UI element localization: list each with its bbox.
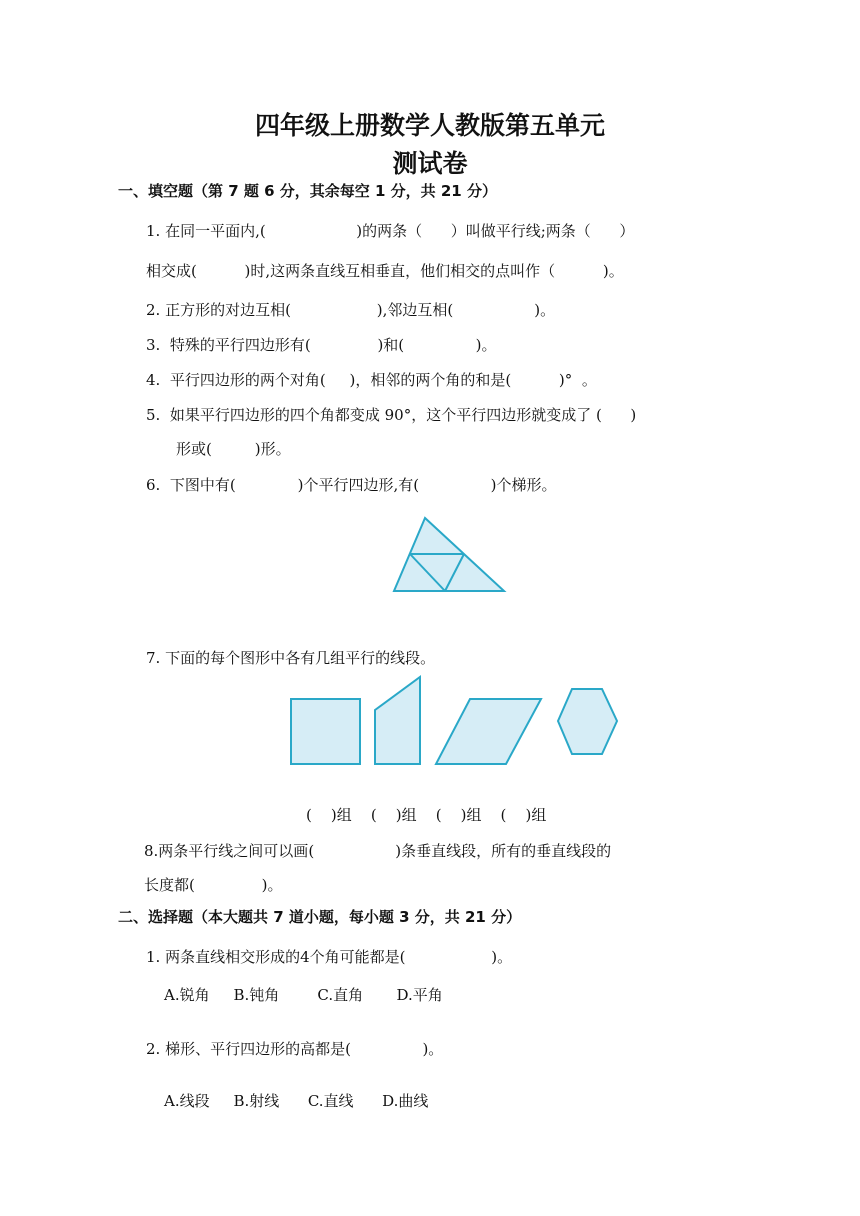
s1-q2: 2. 正方形的对边互相( ),邻边互相( )。 xyxy=(146,301,556,319)
section2-heading: 二、选择题（本大题共 7 道小题，每小题 3 分，共 21 分） xyxy=(118,908,522,926)
right-trapezoid-figure xyxy=(373,675,425,767)
s1-q4: 4. 平行四边形的两个对角( )，相邻的两个角的和是( )° 。 xyxy=(146,371,597,389)
square-figure xyxy=(290,698,362,766)
s2-q1-options: A.锐角 B.钝角 C.直角 D.平角 xyxy=(164,986,443,1004)
s2-q2: 2. 梯形、平行四边形的高都是( )。 xyxy=(146,1040,444,1058)
page-subtitle: 测试卷 xyxy=(392,149,468,178)
s1-q1-line1: 1. 在同一平面内,( )的两条（ ）叫做平行线;两条（ ） xyxy=(146,222,635,240)
page-title: 四年级上册数学人教版第五单元 xyxy=(254,111,605,140)
s1-q3: 3. 特殊的平行四边形有( )和( )。 xyxy=(146,336,497,354)
s1-q1-line2: 相交成( )时,这两条直线互相垂直，他们相交的点叫作（ )。 xyxy=(146,262,624,280)
s1-q7-answers: ( )组 ( )组 ( )组 ( )组 xyxy=(306,806,547,824)
hexagon-figure xyxy=(556,687,620,757)
s1-q8-line2: 长度都( )。 xyxy=(144,876,283,894)
parallelogram-figure xyxy=(434,697,544,767)
s1-q6: 6. 下图中有( )个平行四边形,有( )个梯形。 xyxy=(146,476,557,494)
s1-q5-line1: 5. 如果平行四边形的四个角都变成 90°，这个平行四边形就变成了 ( ) xyxy=(146,406,637,424)
s2-q2-options: A.线段 B.射线 C.直线 D.曲线 xyxy=(164,1092,429,1110)
triangle-figure xyxy=(392,516,508,596)
s1-q7: 7. 下面的每个图形中各有几组平行的线段。 xyxy=(146,649,436,667)
s1-q5-line2: 形或( )形。 xyxy=(176,440,291,458)
section1-heading: 一、填空题（第 7 题 6 分，其余每空 1 分，共 21 分） xyxy=(118,182,497,200)
s1-q8-line1: 8.两条平行线之间可以画( )条垂直线段，所有的垂直线段的 xyxy=(144,842,612,860)
s2-q1: 1. 两条直线相交形成的4个角可能都是( )。 xyxy=(146,948,513,966)
